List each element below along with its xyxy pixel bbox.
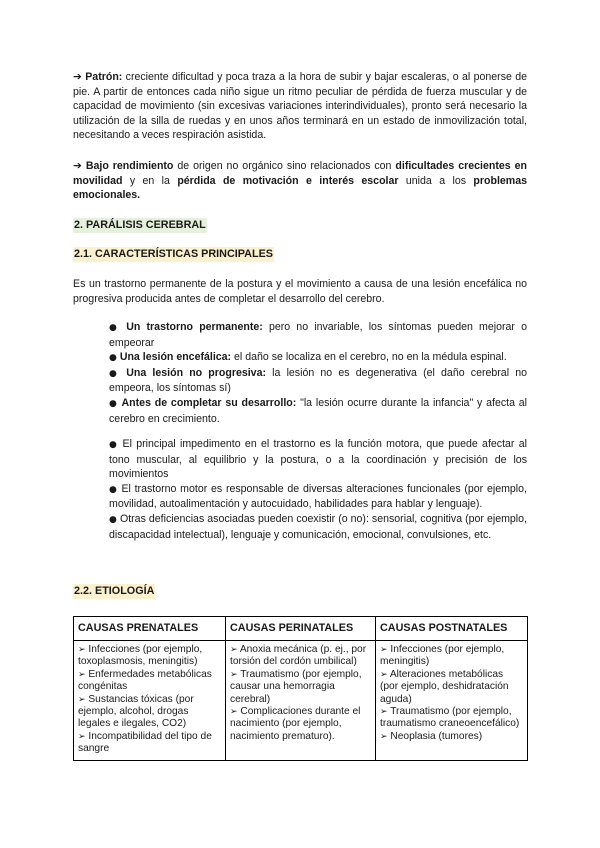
cell-item [380,706,523,731]
characteristic-label: Antes de completar su desarrollo: [121,396,297,409]
cell-text: Infecciones (por ejemplo, toxoplasmosis, meningitis) [78,644,203,668]
header-perinatales: CAUSAS PERINATALES [226,617,376,641]
bullet-icon: ● [109,440,119,450]
cell-postnatales [376,641,528,761]
arrowhead-icon: ➢ [230,669,238,680]
arrow-right-icon: ➔ [73,71,82,83]
arrowhead-icon: ➢ [230,707,238,718]
cell-text: Traumatismo (por ejemplo, traumatismo craneoencefálico) [380,706,520,730]
cell-text: Incompatibilidad del tipo de sangre [78,730,212,755]
arrowhead-icon: ➢ [380,731,388,742]
cell-perinatales [226,641,376,761]
rendimiento-paragraph [73,159,527,203]
arrowhead-icon: ➢ [78,669,86,680]
characteristic-text: la lesión no es degenerativa (el daño cerebral no empeora, los síntomas sí) [109,366,527,395]
arrowhead-icon: ➢ [78,731,86,742]
arrowhead-icon: ➢ [230,645,238,655]
points-list [109,437,527,542]
characteristic-label: Un trastorno permanente: [126,321,263,333]
list-item [109,482,527,512]
characteristic-label: Una lesión no progresiva: [126,366,266,379]
list-item [109,366,527,396]
bullet-icon: ● [109,484,118,495]
characteristics-list [109,320,527,426]
cell-text: Enfermedades metabólicas congénitas [78,668,212,693]
bullet-icon: ● [109,398,118,409]
cell-text: Anoxia mecánica (p. ej., por torsión del cordón umbilical) [230,644,367,668]
cell-text: Traumatismo (por ejemplo, causar una hemorragia cerebral) [230,668,362,705]
arrowhead-icon: ➢ [380,645,388,655]
rendimiento-text-1: de origen no orgánico sino relacionados con [173,160,396,172]
bullet-icon: ● [109,368,121,379]
cell-text: Infecciones (por ejemplo, meningitis) [380,644,505,668]
rendimiento-bold-2: dificultades crecientes en movilidad [73,160,527,187]
arrowhead-icon: ➢ [380,669,388,680]
bullet-icon: ● [109,353,117,364]
rendimiento-bold-4: problemas emocionales. [73,174,527,202]
point-text: Otras deficiencias asociadas pueden coexistir (o no): sensorial, cognitiva (por ejemplo, discapacidad intelectual), lenguaje y comunicación, emocional, convulsiones, etc. [109,512,527,541]
bullet-icon: ● [109,514,117,525]
list-item [109,437,527,482]
characteristic-text: pero no invariable, los síntomas pueden mejorar o empeorar [109,321,528,349]
cell-item [380,669,523,706]
etiology-table [73,616,528,761]
rendimiento-label: Bajo rendimiento [85,160,174,172]
section-2-2-heading: 2.2. ETIOLOGÍA [74,585,155,597]
cell-prenatales [74,641,226,761]
header-prenatales: CAUSAS PRENATALES [74,617,226,641]
rendimiento-text-2: y en la [122,174,178,187]
list-item [109,350,527,366]
section-2-heading-wrap [73,218,527,233]
cell-text: Neoplasia (tumores) [390,730,483,742]
bullet-icon: ● [109,323,121,333]
intro-text: Es un trastorno permanente de la postura y el movimiento a causa de una lesión encefálica no progresiva producida antes de completar el desarrollo del cerebro. [73,278,527,305]
cell-item [380,644,523,669]
point-text: El principal impedimento en el trastorno es la función motora, que puede afectar al tono muscular, al equilibrio y la postura, o a la coordinación y precisión de los movimientos [109,438,527,481]
section-2-2-heading-wrap [73,584,527,599]
header-postnatales: CAUSAS POSTNATALES [376,617,528,641]
cell-text: Alteraciones metabólicas (por ejemplo, deshidratación aguda) [380,668,509,705]
section-2-heading: 2. PARÁLISIS CEREBRAL [74,219,206,231]
cell-item [230,706,371,743]
arrowhead-icon: ➢ [78,694,86,705]
arrow-right-icon: ➔ [73,160,82,172]
arrowhead-icon: ➢ [78,645,86,655]
cell-item [78,731,221,756]
rendimiento-text-3: unida a los [398,174,474,187]
table-header-row [74,617,528,641]
cell-item [78,669,221,694]
list-item [109,512,527,542]
list-item [109,320,527,350]
cell-text: Complicaciones durante el nacimiento (por ejemplo, nacimiento prematuro). [230,706,361,742]
characteristic-text: "la lesión ocurre durante la infancia" y afecta al cerebro en crecimiento. [109,396,528,425]
arrowhead-icon: ➢ [380,707,388,718]
patron-text: creciente dificultad y poca traza a la hora de subir y bajar escaleras, o al ponerse de pie. A partir de entonces cada niño sigue un ritmo peculiar de pérdida de fuerza muscular y de capacidad de movimiento (sin excesivas variaciones interindividuales), pronto será necesario la utilización de la silla de ruedas y en unos años terminará en un estado de inmovilización total, necesitando a veces respiración asistida. [73,71,528,142]
cell-item [230,669,371,706]
list-item [109,396,527,426]
cell-item [230,644,371,669]
section-2-1-heading-wrap [73,247,527,262]
patron-label: Patrón: [85,71,123,83]
cell-item [380,731,523,743]
patron-paragraph [73,70,527,143]
characteristic-label: Una lesión encefálica: [119,351,232,364]
section-2-1-heading: 2.1. CARACTERÍSTICAS PRINCIPALES [74,248,273,260]
intro-paragraph [73,277,527,306]
table-row [74,641,528,761]
cell-item [78,694,221,731]
cell-text: Sustancias tóxicas (por ejemplo, alcohol, drogas legales e ilegales, CO2) [78,693,194,730]
point-text: El trastorno motor es responsable de diversas alteraciones funcionales (por ejemplo, movilidad, autoalimentación y autocuidado, habilidades para hablar y lenguaje). [109,482,527,511]
cell-item [78,644,221,669]
characteristic-text: el daño se localiza en el cerebro, no en la médula espinal. [231,351,507,364]
rendimiento-bold-3: pérdida de motivación e interés escolar [177,174,399,187]
